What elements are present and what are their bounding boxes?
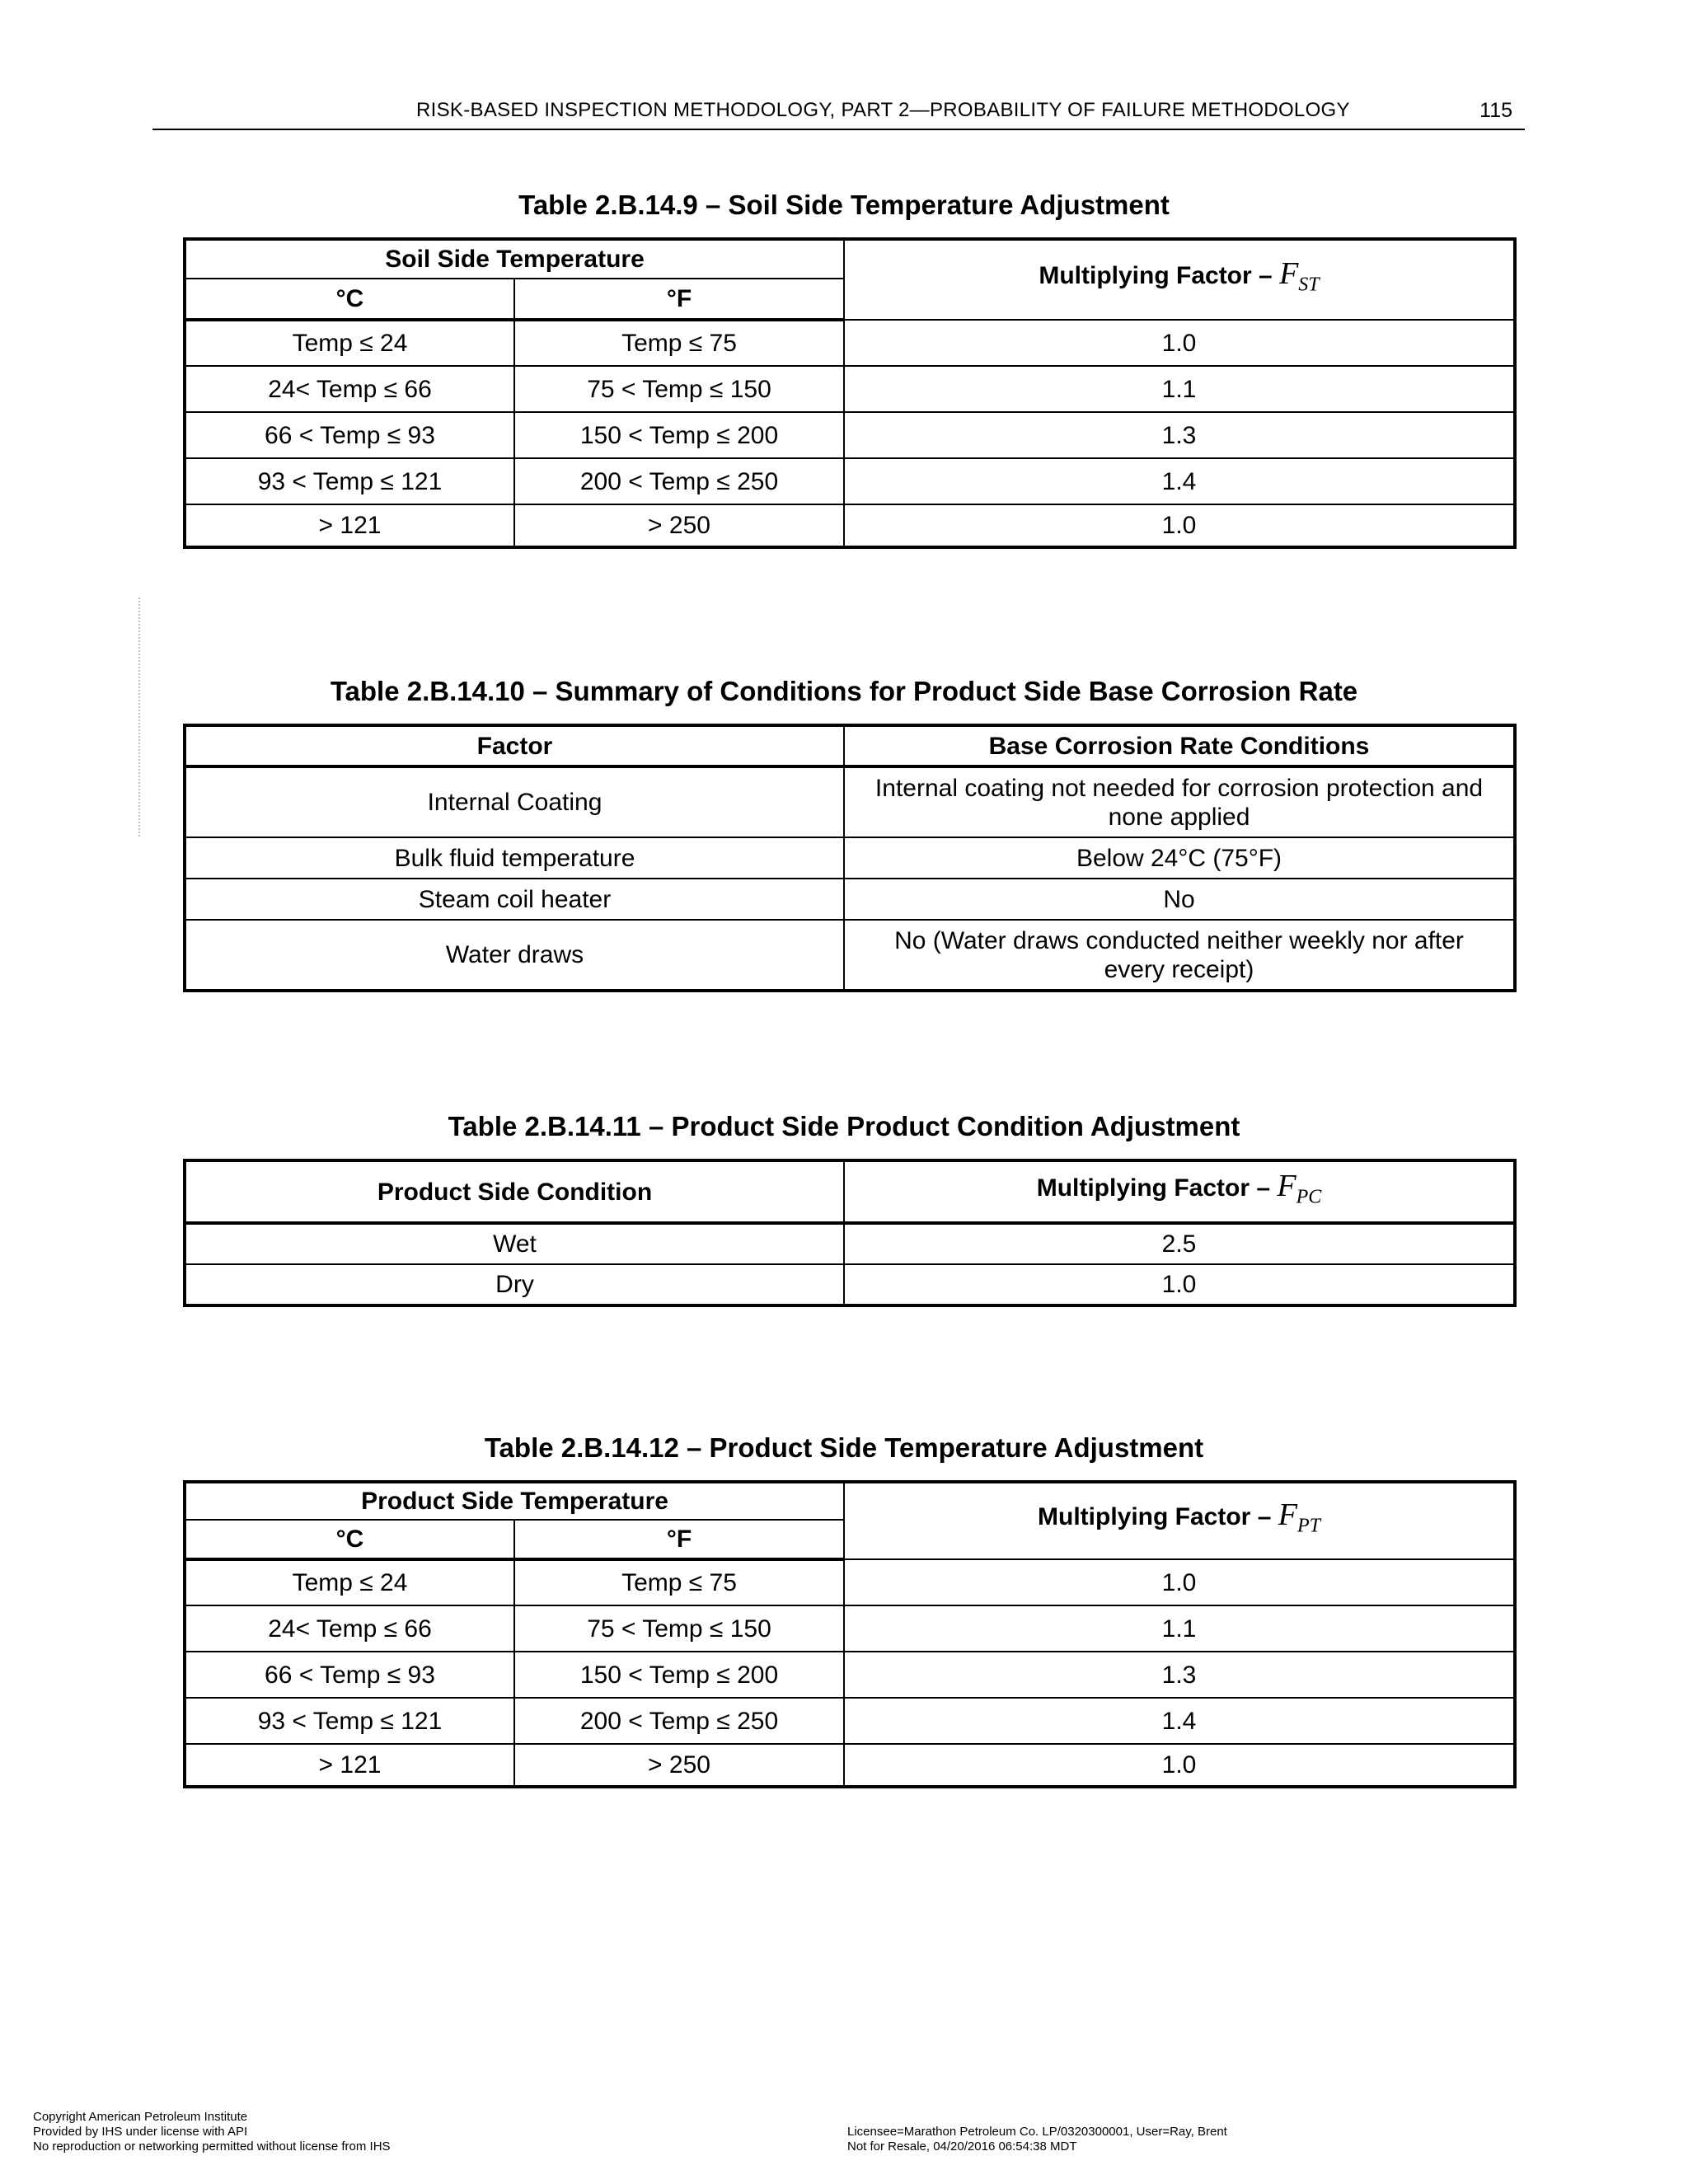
table-row xyxy=(185,879,1515,920)
temp-f-cell: 150 < Temp ≤ 200 xyxy=(514,412,844,458)
condition-cell: Below 24°C (75°F) xyxy=(844,837,1515,879)
table-row xyxy=(185,1264,1515,1305)
margin-mark xyxy=(138,598,145,837)
table-row xyxy=(185,1698,1515,1744)
table-9-group-header: Soil Side Temperature xyxy=(185,239,844,279)
table-row xyxy=(185,1559,1515,1605)
table-row xyxy=(185,366,1515,412)
table-row xyxy=(185,837,1515,879)
table-row xyxy=(185,766,1515,837)
table-10-caption: Table 2.B.14.10 – Summary of Conditions for Product Side Base Corrosion Rate xyxy=(330,676,1358,706)
factor-symbol: $F_{PT}$ xyxy=(1278,1497,1320,1537)
header-title: RISK-BASED INSPECTION METHODOLOGY, PART 2—PROBABILITY OF FAILURE METHODOLOGY xyxy=(416,99,1350,121)
footer-line: Provided by IHS under license with API xyxy=(33,2125,248,2139)
factor-symbol: $F_{PC}$ xyxy=(1277,1168,1322,1208)
factor-cell: Internal Coating xyxy=(185,766,844,837)
temp-c-cell: 66 < Temp ≤ 93 xyxy=(185,412,514,458)
temp-f-cell: > 250 xyxy=(514,1744,844,1787)
factor-cell: 1.0 xyxy=(844,320,1515,366)
table-row xyxy=(185,1744,1515,1787)
condition-line: every receipt) xyxy=(1104,955,1254,983)
footer-line: Licensee=Marathon Petroleum Co. LP/0320300001, User=Ray, Brent xyxy=(847,2125,1227,2139)
factor-cell: Bulk fluid temperature xyxy=(185,837,844,879)
temp-f-cell: Temp ≤ 75 xyxy=(514,1559,844,1605)
table-11 xyxy=(183,1159,1517,1307)
factor-cell: 1.1 xyxy=(844,366,1515,412)
condition-cell xyxy=(844,920,1515,991)
temp-f-cell: 200 < Temp ≤ 250 xyxy=(514,458,844,504)
footer-line: No reproduction or networking permitted without license from IHS xyxy=(33,2139,391,2154)
temp-f-cell: 150 < Temp ≤ 200 xyxy=(514,1652,844,1698)
factor-symbol: $F_{ST}$ xyxy=(1279,256,1320,296)
condition-line: Internal coating not needed for corrosion protection and xyxy=(874,774,1484,802)
temp-c-cell: 24< Temp ≤ 66 xyxy=(185,366,514,412)
table-10 xyxy=(183,724,1517,992)
table-row xyxy=(185,920,1515,991)
table-11-caption: Table 2.B.14.11 – Product Side Product Condition Adjustment xyxy=(448,1111,1240,1141)
factor-cell: 1.0 xyxy=(844,504,1515,547)
temp-c-cell: 93 < Temp ≤ 121 xyxy=(185,458,514,504)
factor-cell: 1.0 xyxy=(844,1744,1515,1787)
table-12-col-c: °C xyxy=(185,1520,514,1559)
table-row xyxy=(185,458,1515,504)
table-9-factor-header xyxy=(844,239,1515,320)
factor-cell: 1.0 xyxy=(844,1559,1515,1605)
temp-f-cell: Temp ≤ 75 xyxy=(514,320,844,366)
condition-cell: Dry xyxy=(185,1264,844,1305)
factor-label: Multiplying Factor – xyxy=(1039,262,1273,290)
temp-c-cell: 24< Temp ≤ 66 xyxy=(185,1605,514,1652)
table-12 xyxy=(183,1480,1517,1788)
temp-c-cell: > 121 xyxy=(185,1744,514,1787)
temp-c-cell: 66 < Temp ≤ 93 xyxy=(185,1652,514,1698)
table-row xyxy=(185,1652,1515,1698)
table-11-factor-header xyxy=(844,1160,1515,1223)
table-10-col-conditions: Base Corrosion Rate Conditions xyxy=(844,725,1515,766)
factor-cell: Water draws xyxy=(185,920,844,991)
temp-c-cell: 93 < Temp ≤ 121 xyxy=(185,1698,514,1744)
temp-c-cell: Temp ≤ 24 xyxy=(185,320,514,366)
table-row xyxy=(185,320,1515,366)
factor-label: Multiplying Factor – xyxy=(1038,1503,1272,1531)
factor-cell: 1.4 xyxy=(844,458,1515,504)
table-row xyxy=(185,1223,1515,1264)
table-10-col-factor: Factor xyxy=(185,725,844,766)
condition-cell: Wet xyxy=(185,1223,844,1264)
footer-line: Not for Resale, 04/20/2016 06:54:38 MDT xyxy=(847,2139,1077,2154)
table-12-caption: Table 2.B.14.12 – Product Side Temperature Adjustment xyxy=(484,1432,1204,1463)
factor-cell: 1.0 xyxy=(844,1264,1515,1305)
factor-cell: 2.5 xyxy=(844,1223,1515,1264)
temp-f-cell: 75 < Temp ≤ 150 xyxy=(514,1605,844,1652)
factor-cell: 1.4 xyxy=(844,1698,1515,1744)
factor-cell: 1.1 xyxy=(844,1605,1515,1652)
footer-license xyxy=(847,2125,1227,2154)
condition-cell xyxy=(844,766,1515,837)
table-9-caption: Table 2.B.14.9 – Soil Side Temperature Adjustment xyxy=(518,190,1170,220)
table-row xyxy=(185,412,1515,458)
factor-label: Multiplying Factor – xyxy=(1036,1174,1271,1202)
table-12-group-header: Product Side Temperature xyxy=(185,1482,844,1520)
temp-f-cell: 200 < Temp ≤ 250 xyxy=(514,1698,844,1744)
factor-cell: Steam coil heater xyxy=(185,879,844,920)
table-9-col-c: °C xyxy=(185,279,514,320)
table-9-col-f: °F xyxy=(514,279,844,320)
table-row xyxy=(185,1605,1515,1652)
condition-line: none applied xyxy=(1108,803,1250,831)
factor-cell: 1.3 xyxy=(844,1652,1515,1698)
factor-cell: 1.3 xyxy=(844,412,1515,458)
temp-c-cell: Temp ≤ 24 xyxy=(185,1559,514,1605)
page-number: 115 xyxy=(1479,99,1512,122)
condition-line: No (Water draws conducted neither weekly nor after xyxy=(894,926,1464,954)
running-header xyxy=(152,97,1525,130)
temp-c-cell: > 121 xyxy=(185,504,514,547)
temp-f-cell: > 250 xyxy=(514,504,844,547)
table-12-factor-header xyxy=(844,1482,1515,1559)
footer-line: Copyright American Petroleum Institute xyxy=(33,2110,248,2124)
temp-f-cell: 75 < Temp ≤ 150 xyxy=(514,366,844,412)
footer-copyright xyxy=(33,2110,391,2154)
table-9 xyxy=(183,237,1517,549)
condition-cell: No xyxy=(844,879,1515,920)
table-row xyxy=(185,504,1515,547)
table-12-col-f: °F xyxy=(514,1520,844,1559)
table-11-col-condition: Product Side Condition xyxy=(185,1160,844,1223)
